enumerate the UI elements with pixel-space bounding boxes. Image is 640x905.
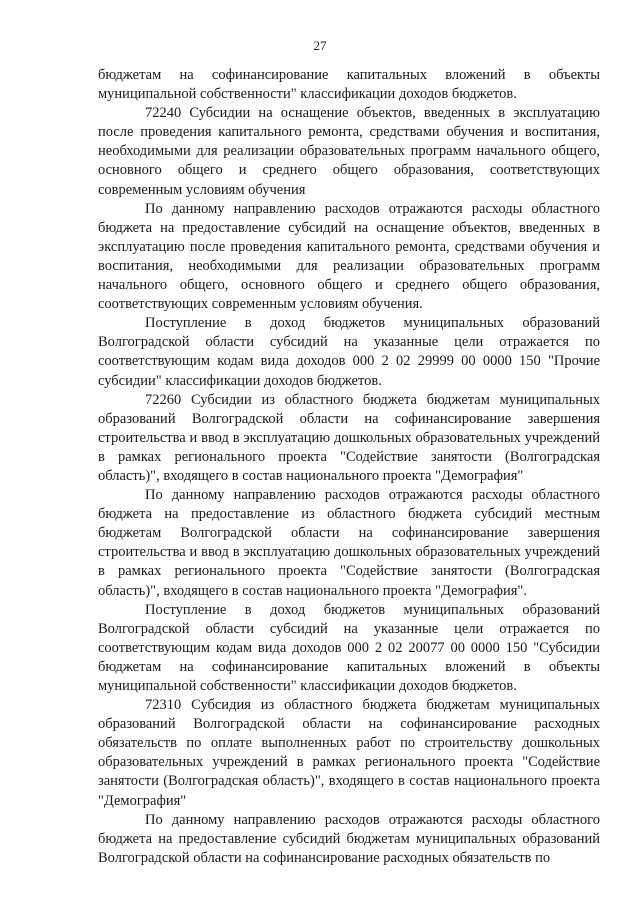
paragraph-72260-heading: 72260 Субсидии из областного бюджета бюджетам муниципальных образований Волгоградской области на софинансирование завершения строительства и ввод в эксплуатацию дошкольных образовательных учреждений в рамках регионального проекта "Содействие занятости (Волгоградская область)", входящего в состав национального проекта "Демография" [98, 391, 600, 484]
paragraph-72310-heading: 72310 Субсидия из областного бюджета бюджетам муниципальных образований Волгоградской области на софинансирование расходных обязательств по оплате выполненных работ по строительству дошкольных образовательных учреждений в рамках регионального проекта "Содействие занятости (Волгоградская область)", входящего в состав национального проекта "Демография" [98, 697, 600, 809]
paragraph-72240-heading: 72240 Субсидии на оснащение объектов, введенных в эксплуатацию после проведения капитального ремонта, средствами обучения и воспитания, необходимыми для реализации образовательных программ начального общего, основного общего и среднего общего образования, соответствующих современным условиям обучения [98, 105, 600, 198]
paragraph: Поступление в доход бюджетов муниципальных образований Волгоградской области субсидий на указанные цели отражается по соответствующим кодам вида доходов 000 2 02 29999 00 0000 150 "Прочие субсидии" классификации доходов бюджетов. [98, 315, 600, 389]
paragraph: По данному направлению расходов отражаются расходы областного бюджета на предоставление субсидий бюджетам муниципальных образований Волгоградской области на софинансирование расходных обязательств по [98, 811, 600, 866]
page-number: 27 [313, 38, 327, 53]
paragraph: бюджетам на софинансирование капитальных вложений в объекты муниципальной собственности" классификации доходов бюджетов. [98, 67, 600, 103]
paragraph: По данному направлению расходов отражаются расходы областного бюджета на предоставление из областного бюджета субсидий местным бюджетам Волгоградской области на софинансирование завершения строительства и ввод в эксплуатацию дошкольных образовательных учреждений в рамках регионального проекта "Содействие занятости (Волгоградская область)", входящего в состав национального проекта "Демография". [98, 487, 600, 599]
paragraph: Поступление в доход бюджетов муниципальных образований Волгоградской области субсидий на указанные цели отражается по соответствующим кодам вида доходов 000 2 02 20077 00 0000 150 "Субсидии бюджетам на софинансирование капитальных вложений в объекты муниципальной собственности" классификации доходов бюджетов. [98, 601, 600, 694]
document-body [98, 66, 600, 868]
paragraph: По данному направлению расходов отражаются расходы областного бюджета на предоставление субсидий на оснащение объектов, введенных в эксплуатацию после проведения капитального ремонта, средствами обучения и воспитания, необходимыми для реализации образовательных программ начального общего, основного общего и среднего общего образования, соответствующих современным условиям обучения. [98, 200, 600, 313]
